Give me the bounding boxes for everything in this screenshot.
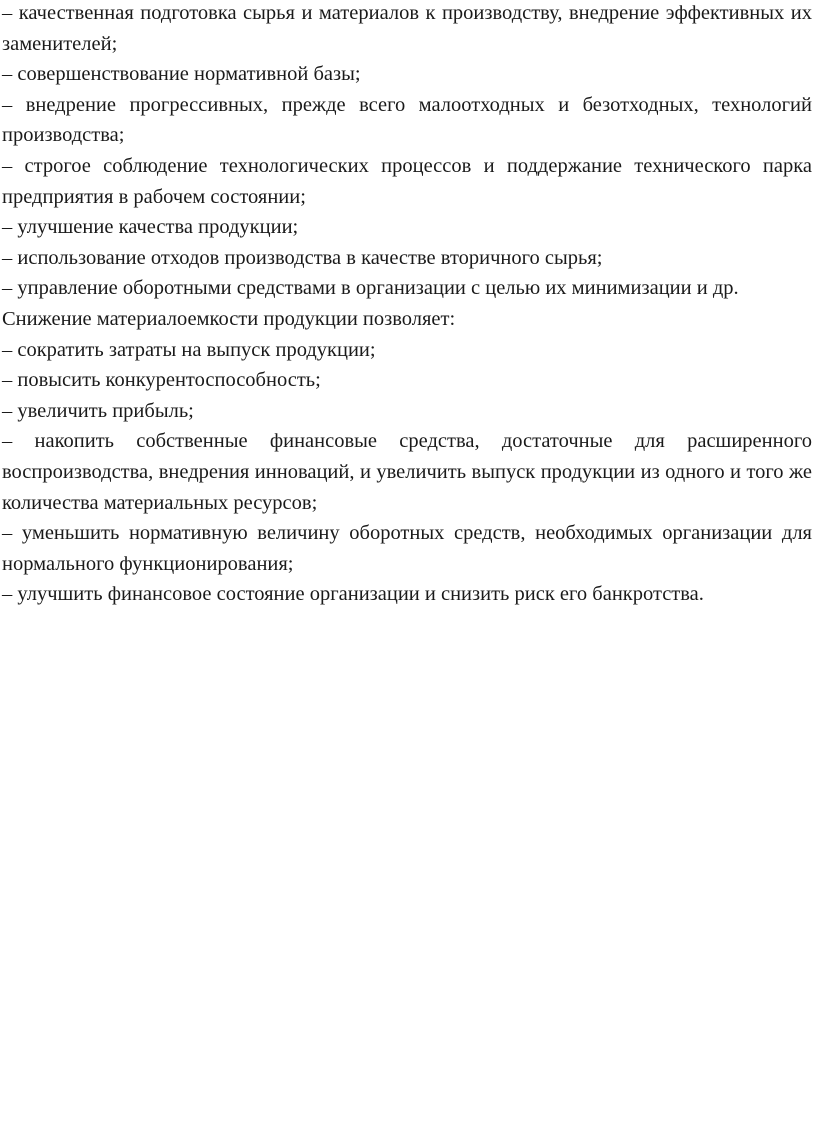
list-item-financial-condition: – улучшить финансовое состояние организации и снизить риск его банкротства. (2, 583, 704, 606)
list-item-progressive-technologies: – внедрение прогрессивных, прежде всего малоотходных и безотходных, технологий производства; (2, 93, 812, 147)
document-body (2, 0, 812, 610)
list-item-reduce-working-capital: – уменьшить нормативную величину оборотных средств, необходимых организации для нормального функционирования; (2, 522, 812, 575)
list-item-regulatory-base: – совершенствование нормативной базы; (2, 63, 361, 86)
section-intro: Снижение материалоемкости продукции позволяет: (2, 307, 456, 330)
list-item-working-capital: – управление оборотными средствами в организации с целью их минимизации и др. (2, 277, 739, 300)
list-item-accumulate-funds: – накопить собственные финансовые средства, достаточные для расширенного воспроизводства, внедрения инноваций, и увеличить выпуск продукции из одного и того же количества материальных ресурсов; (2, 430, 812, 514)
list-item-raw-material-preparation: – качественная подготовка сырья и материалов к производству, внедрение эффективных их заменителей; (2, 2, 812, 55)
list-item-profit: – увеличить прибыль; (2, 399, 194, 422)
list-item-product-quality: – улучшение качества продукции; (2, 216, 299, 239)
list-item-process-compliance: – строгое соблюдение технологических процессов и поддержание технического парка предприятия в рабочем состоянии; (2, 154, 812, 208)
list-item-competitiveness: – повысить конкурентоспособность; (2, 369, 321, 392)
list-item-reduce-costs: – сократить затраты на выпуск продукции; (2, 338, 376, 361)
list-item-waste-reuse: – использование отходов производства в качестве вторичного сырья; (2, 246, 603, 269)
